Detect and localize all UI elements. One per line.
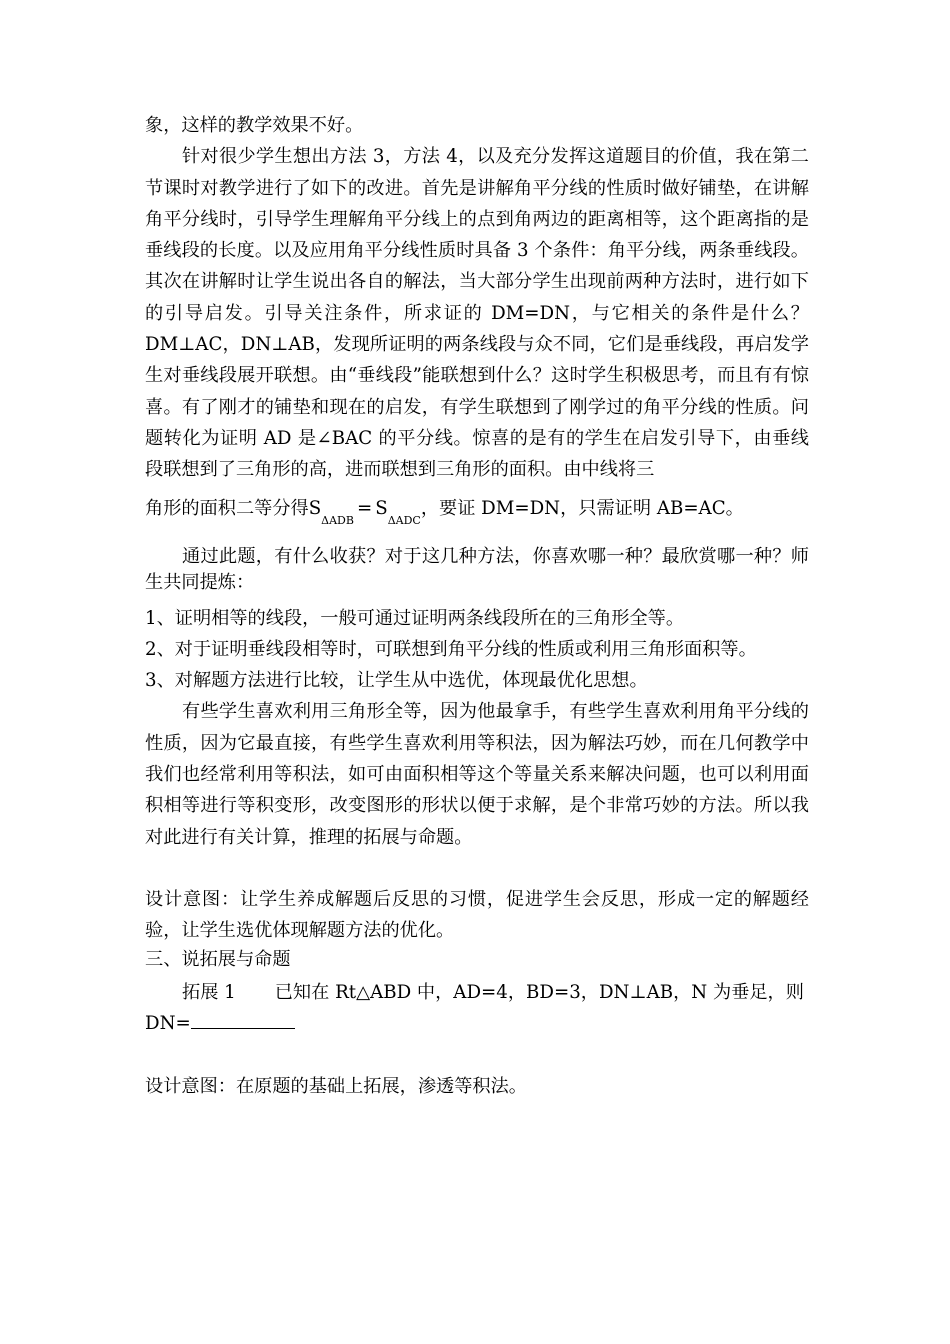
list-item-1: 1、证明相等的线段，一般可通过证明两条线段所在的三角形全等。 [145, 607, 685, 629]
document-body [145, 110, 809, 1102]
blank-line-2 [145, 1040, 809, 1071]
section-heading-3: 三、说拓展与命题 [145, 948, 291, 970]
area-symbol-adb: S [308, 497, 322, 519]
extension-label: 拓展 1 [182, 982, 236, 1004]
extension-text: 已知在 Rt△ABD 中，AD=4，BD=3，DN⊥AB，N 为垂足，则 [274, 982, 804, 1004]
area-symbol-adc: S [375, 497, 388, 519]
subscript-adc: ΔADC [387, 513, 421, 527]
list-item-3: 3、对解题方法进行比较，让学生从中选优，体现最优化思想。 [145, 670, 648, 692]
paragraph-area-formula [145, 492, 809, 538]
extension-answer-line [145, 1008, 809, 1039]
formula-prefix: 角形的面积二等分得 [145, 497, 309, 519]
formula-suffix: ，要证 DM=DN，只需证明 AB=AC。 [420, 497, 744, 519]
answer-blank[interactable] [191, 1014, 295, 1029]
blank-line [145, 853, 809, 884]
extension-1 [145, 977, 809, 1008]
answer-prefix: DN= [145, 1013, 191, 1035]
subscript-adb: ΔADB [321, 513, 354, 527]
equals-sign: = [356, 497, 373, 519]
design-intent-1: 设计意图：让学生养成解题后反思的习惯，促进学生会反思，形成一定的解题经验，让学生选优体现解题方法的优化。 [145, 888, 809, 942]
list-item-2: 2、对于证明垂线段相等时，可联想到角平分线的性质或利用三角形面积等。 [145, 638, 757, 660]
paragraph-2: 针对很少学生想出方法 3，方法 4，以及充分发挥这道题目的价值，我在第二节课时对教学进行了如下的改进。首先是讲解角平分线的性质时做好铺垫，在讲解角平分线时，引导学生理解角平分线上的点到角两边的距离相等，这个距离指的是垂线段的长度。以及应用角平分线性质时具备 3 个条件：角平分线，两条垂线段。其次在讲解时让学生说出各自的解法，当大部分学生出现前两种方法时，进行如下的引导启发。引导关注条件，所求证的 DM=DN，与它相关的条件是什么？DM⊥AC，DN⊥AB，发现所证明的两条线段与众不同，它们是垂线段，再启发学生对垂线段展开联想。由“垂线段”能联想到什么？这时学生积极思考，而且有有惊喜。有了刚才的铺垫和现在的启发，有学生联想到了刚学过的角平分线的性质。问题转化为证明 AD 是∠BAC 的平分线。惊喜的是有的学生在启发引导下，由垂线段联想到了三角形的高，进而联想到三角形的面积。由中线将三 [145, 146, 809, 481]
paragraph-1: 象，这样的教学效果不好。 [145, 115, 364, 136]
paragraph-5: 有些学生喜欢利用三角形全等，因为他最拿手，有些学生喜欢利用角平分线的性质，因为它最直接，有些学生喜欢利用等积法，因为解法巧妙，而在几何教学中我们也经常利用等积法，如可由面积相等这个等量关系来解决问题，也可以利用面积相等进行等积变形，改变图形的形状以便于求解，是个非常巧妙的方法。所以我对此进行有关计算，推理的拓展与命题。 [145, 701, 809, 848]
paragraph-4: 通过此题，有什么收获？对于这几种方法，你喜欢哪一种？最欣赏哪一种？师生共同提炼： [145, 545, 809, 594]
design-intent-2: 设计意图：在原题的基础上拓展，渗透等积法。 [145, 1075, 527, 1097]
